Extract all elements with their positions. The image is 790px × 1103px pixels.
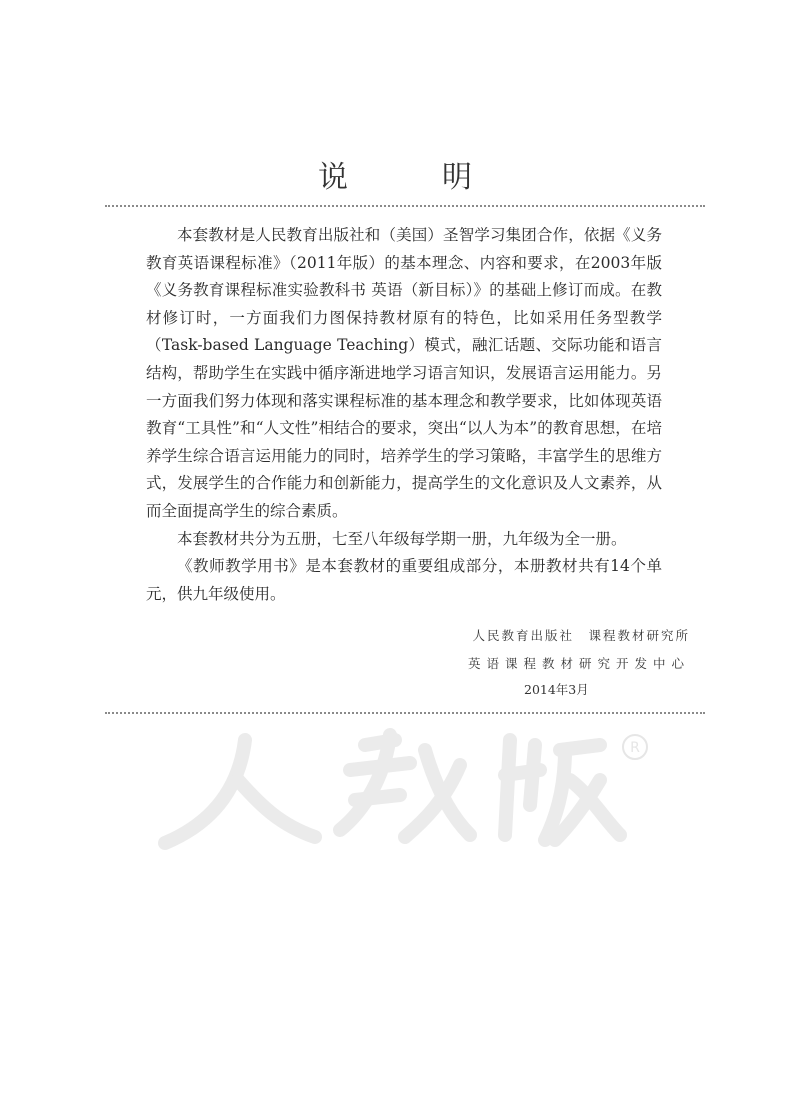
paragraph-1: 本套教材是人民教育出版社和（美国）圣智学习集团合作，依据《义务教育英语课程标准》（2011年版）的基本理念、内容和要求，在2003年版《义务教育课程标准实验教科书 英语（新目标）》的基础上修订而成。在教材修订时，一方面我们力图保持教材原有的特色，比如采用任务型教学（Task-based Language Teaching）模式，融汇话题、交际功能和语言结构，帮助学生在实践中循序渐进地学习语言知识，发展语言运用能力。另一方面我们努力体现和落实课程标准的基本理念和教学要求，比如体现英语教育“工具性”和“人文性”相结合的要求，突出“以人为本”的教育思想，在培养学生综合语言运用能力的同时，培养学生的学习策略，丰富学生的思维方式，发展学生的合作能力和创新能力，提高学生的文化意识及人文素养，从而全面提高学生的综合素质。: [146, 226, 662, 520]
pep-watermark-logo: [150, 725, 650, 855]
preface-body: [146, 222, 662, 608]
paragraph-2: 本套教材共分为五册，七至八年级每学期一册，九年级为全一册。: [177, 529, 627, 548]
svg-text:R: R: [630, 740, 640, 756]
signature-center: 英语课程教材研究开发中心: [467, 656, 690, 671]
signature-date: 2014年3月: [524, 682, 589, 697]
bottom-dotted-divider: [105, 712, 705, 714]
top-dotted-divider: [105, 205, 705, 207]
signature-publisher: 人民教育出版社 课程教材研究所: [472, 628, 690, 643]
page-title: 说 明: [318, 160, 504, 195]
paragraph-3: 《教师教学用书》是本套教材的重要组成部分，本册教材共有14个单元，供九年级使用。: [146, 557, 662, 603]
